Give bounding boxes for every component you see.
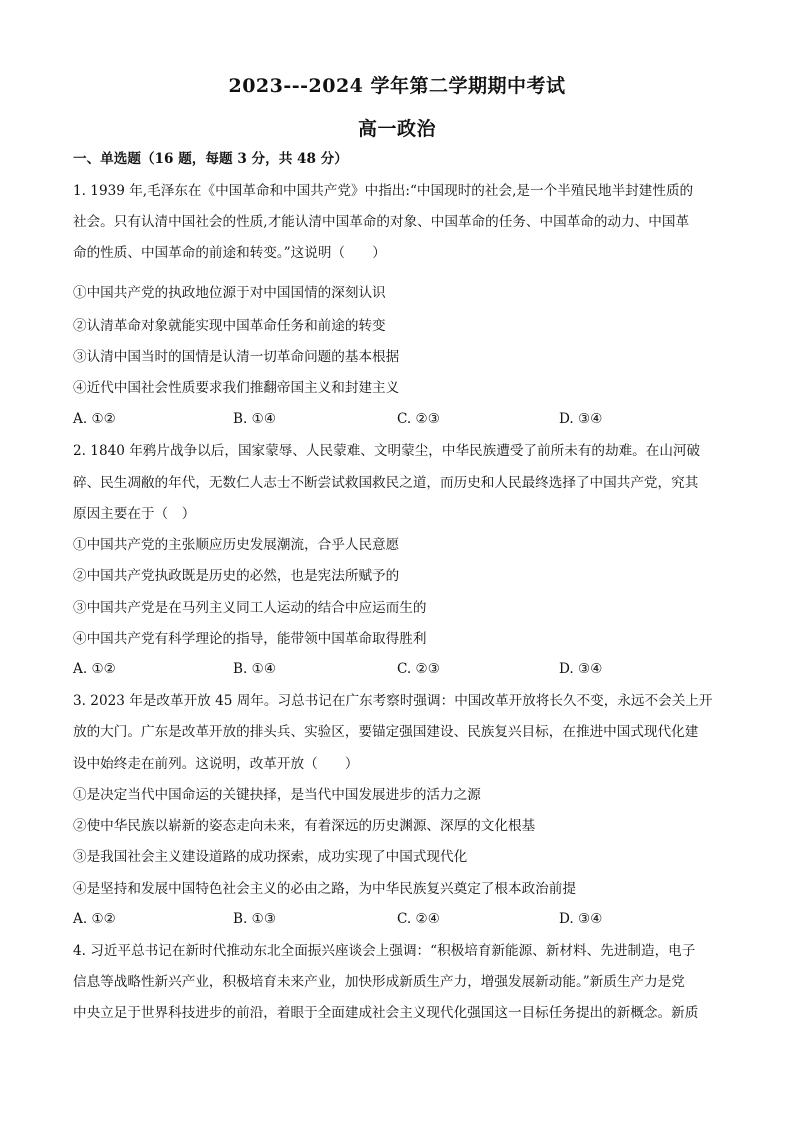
- q3-statement-2: ②使中华民族以崭新的姿态走向未来，有着深远的历史渊源、深厚的文化根基: [73, 818, 536, 834]
- q2-statement-1: ①中国共产党的主张顺应历史发展潮流，合乎人民意愿: [73, 537, 400, 553]
- q1-option-c[interactable]: C. ②③: [397, 411, 440, 427]
- section-heading: 一、单选题（16 题，每题 3 分，共 48 分）: [73, 151, 348, 167]
- q2-option-b[interactable]: B. ①④: [233, 661, 277, 677]
- q3-option-a[interactable]: A. ①②: [73, 911, 116, 927]
- q2-options: [73, 661, 723, 679]
- q1-statement-2: ②认清革命对象就能实现中国革命任务和前途的转变: [73, 318, 386, 334]
- q4-stem-line-1: 4. 习近平总书记在新时代推动东北全面振兴座谈会上强调：“积极培育新能源、新材料、先进制造，电子: [73, 943, 696, 959]
- q3-option-c[interactable]: C. ②④: [397, 911, 440, 927]
- q3-stem-line-3: 设中始终走在前列。这说明，改革开放（ ）: [73, 756, 359, 772]
- q3-statement-4: ④是坚持和发展中国特色社会主义的必由之路，为中华民族复兴奠定了根本政治前提: [73, 881, 576, 897]
- q1-stem-line-2: 社会。只有认清中国社会的性质,才能认清中国革命的对象、中国革命的任务、中国革命的动力、中国革: [73, 214, 690, 230]
- q1-options: [73, 411, 723, 429]
- q4-stem-line-2: 信息等战略性新兴产业，积极培育未来产业，加快形成新质生产力，增强发展新动能。”新质生产力是党: [73, 974, 685, 990]
- q3-statement-3: ③是我国社会主义建设道路的成功探索，成功实现了中国式现代化: [73, 849, 468, 865]
- q1-option-b[interactable]: B. ①④: [233, 411, 277, 427]
- q1-statement-3: ③认清中国当时的国情是认清一切革命问题的基本根据: [73, 349, 400, 365]
- q1-option-d[interactable]: D. ③④: [559, 411, 603, 427]
- q3-options: [73, 911, 723, 929]
- q3-stem-line-2: 放的大门。广东是改革开放的排头兵、实验区，要锚定强国建设、民族复兴目标，在推进中国式现代化建: [73, 724, 699, 740]
- q2-option-a[interactable]: A. ①②: [73, 661, 116, 677]
- q1-stem-line-3: 命的性质、中国革命的前途和转变。”这说明（ ）: [73, 245, 386, 261]
- q3-option-b[interactable]: B. ①③: [233, 911, 277, 927]
- q2-statement-4: ④中国共产党有科学理论的指导，能带领中国革命取得胜利: [73, 631, 427, 647]
- q2-stem-line-1: 2. 1840 年鸦片战争以后，国家蒙辱、人民蒙难、文明蒙尘，中华民族遭受了前所未有的劫难。在山河破: [73, 443, 701, 459]
- q3-stem-line-1: 3. 2023 年是改革开放 45 周年。习总书记在广东考察时强调：中国改革开放将长久不变，永远不会关上开: [73, 693, 713, 709]
- exam-subject: 高一政治: [357, 118, 436, 140]
- exam-title: 2023---2024 学年第二学期期中考试: [228, 75, 566, 97]
- q4-stem-line-3: 中央立足于世界科技进步的前沿，着眼于全面建成社会主义现代化强国这一目标任务提出的新概念。新质: [73, 1005, 699, 1021]
- q2-option-c[interactable]: C. ②③: [397, 661, 440, 677]
- q1-option-a[interactable]: A. ①②: [73, 411, 116, 427]
- q2-option-d[interactable]: D. ③④: [559, 661, 603, 677]
- q2-statement-3: ③中国共产党是在马列主义同工人运动的结合中应运而生的: [73, 600, 427, 616]
- q2-stem-line-3: 原因主要在于（ ）: [73, 506, 196, 522]
- q1-statement-1: ①中国共产党的执政地位源于对中国国情的深刻认识: [73, 285, 386, 301]
- q3-statement-1: ①是决定当代中国命运的关键抉择，是当代中国发展进步的活力之源: [73, 787, 481, 803]
- q1-statement-4: ④近代中国社会性质要求我们推翻帝国主义和封建主义: [73, 380, 400, 396]
- q3-option-d[interactable]: D. ③④: [559, 911, 603, 927]
- q2-statement-2: ②中国共产党执政既是历史的必然，也是宪法所赋予的: [73, 568, 400, 584]
- q2-stem-line-2: 碎、民生凋敝的年代，无数仁人志士不断尝试救国救民之道，而历史和人民最终选择了中国共产党，究其: [73, 475, 699, 491]
- q1-stem-line-1: 1. 1939 年,毛泽东在《中国革命和中国共产党》中指出:“中国现时的社会,是一个半殖民地半封建性质的: [73, 183, 694, 199]
